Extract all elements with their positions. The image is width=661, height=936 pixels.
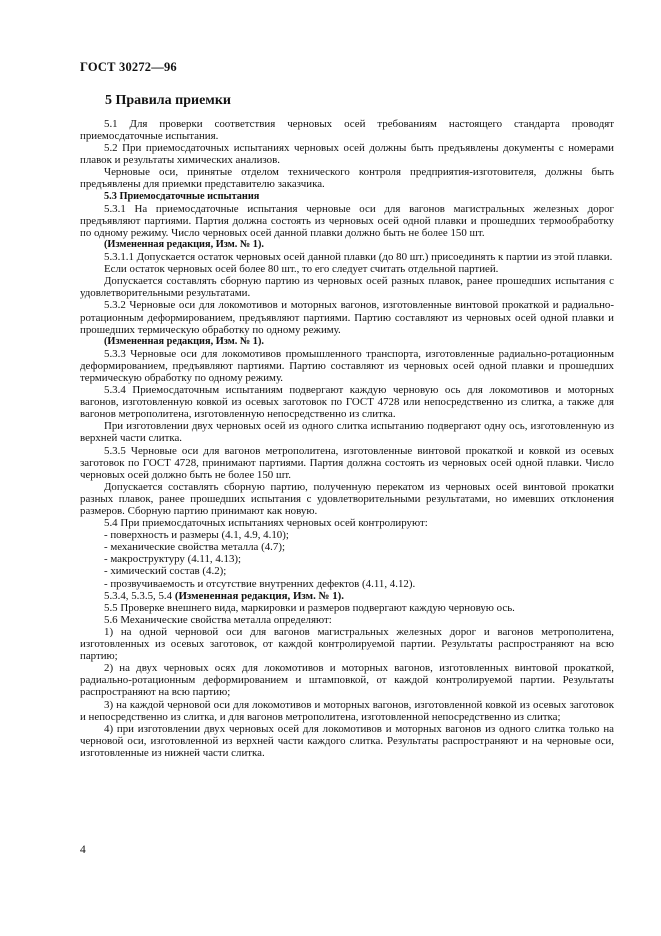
amendment-line <box>80 590 614 602</box>
paragraph-5-3-2: 5.3.2 Черновые оси для локомотивов и моторных вагонов, изготовленные винтовой прокаткой и радиально-ротационным деформированием, предъявляют партиями. Партию составляют из черновых осей одной плавки и прошедших термическую обработку по одному режиму. <box>80 299 614 336</box>
list-item: - прозвучиваемость и отсутствие внутренних дефектов (4.11, 4.12). <box>104 577 416 590</box>
paragraph-acceptance: Черновые оси, принятые отделом технического контроля предприятия-изготовителя, должны быть предъявлены для приемки представителю заказчика. <box>80 166 614 191</box>
section-title: 5 Правила приемки <box>105 93 231 108</box>
paragraph-5-3-1: 5.3.1 На приемосдаточные испытания черновые оси для вагонов магистральных железных дорог предъявляют партиями. Партия должна состоять из черновых осей одной плавки и прошедших термообработку по одному режиму. Число черновых осей данной плавки должно быть не более 150 шт. <box>80 202 614 239</box>
paragraph-5-3-1-1: 5.3.1.1 Допускается остаток черновых осей данной плавки (до 80 шт.) присоединять к партии из этой плавки. <box>104 251 613 264</box>
paragraph-5-3-4: 5.3.4 Приемосдаточным испытаниям подвергают каждую черновую ось для локомотивов и моторных вагонов, изготовленную ковкой из осевых заготовок по ГОСТ 4728 или непосредственно из слитка, а также для вагонов метрополитена, изготовленную непосредственно из слитка. <box>80 384 614 421</box>
paragraph-5-3-5: 5.3.5 Черновые оси для вагонов метрополитена, изготовленные винтовой прокаткой и ковкой из осевых заготовок по ГОСТ 4728, принимают партиями. Партия должна состоять из черновых осей одной плавки. Число черновых осей должно быть не более 150 шт. <box>80 444 614 481</box>
paragraph-5-6-item-1: 1) на одной черновой оси для вагонов магистральных железных дорог и вагонов метрополитена, изготовленных из осевых заготовок, от каждой контролируемой партии. Результаты распространяют на всю партию; <box>80 625 614 663</box>
paragraph-combined-batch: Допускается составлять сборную партию из черновых осей разных плавок, ранее прошедших испытания с удовлетворительными результатами. <box>80 275 614 300</box>
paragraph-5-6-item-2: 2) на двух черновых осях для локомотивов и моторных вагонов, изготовленных винтовой прокаткой, радиально-ротационным деформированием и штамповкой, от каждой контролируемой партии. Результаты распространяют на всю партию; <box>80 662 614 699</box>
paragraph-5-3-3: 5.3.3 Черновые оси для локомотивов промышленного транспорта, изготовленные радиально-ротационным деформированием, предъявляют партиями. Партию составляют из черновых осей одной плавки и прошедших термическую обработку по одному режиму. <box>80 347 614 384</box>
amendment-note: (Измененная редакция, Изм. № 1). <box>104 335 264 347</box>
page-number: 4 <box>80 844 86 856</box>
paragraph-5-2: 5.2 При приемосдаточных испытаниях черновых осей должны быть предъявлены документы с номерами плавок и результаты химических анализов. <box>80 142 614 167</box>
subsection-heading-5-3: 5.3 Приемосдаточные испытания <box>104 190 260 202</box>
paragraph-5-6-item-3: 3) на каждой черновой оси для локомотивов и моторных вагонов, изготовленной ковкой из осевых заготовок и непосредственно из слитка, и для вагонов метрополитена, изготовленной непосредственно из слитка; <box>80 698 614 723</box>
list-item: - механические свойства металла (4.7); <box>104 541 286 554</box>
paragraph-remainder: Если остаток черновых осей более 80 шт., то его следует считать отдельной партией. <box>104 263 499 276</box>
amendment-note: (Измененная редакция, Изм. № 1). <box>174 589 344 602</box>
document-header-code: ГОСТ 30272—96 <box>80 60 177 74</box>
paragraph-5-5: 5.5 Проверке внешнего вида, маркировки и размеров подвергают каждую черновую ось. <box>104 601 515 614</box>
paragraph-5-6: 5.6 Механические свойства металла определяют: <box>104 613 332 626</box>
amendment-clauses: 5.3.4, 5.3.5, 5.4 <box>104 589 173 602</box>
paragraph-5-1: 5.1 Для проверки соответствия черновых осей требованиям настоящего стандарта проводят приемосдаточные испытания. <box>80 118 614 143</box>
list-item: - химический состав (4.2); <box>104 565 227 578</box>
list-item: - поверхность и размеры (4.1, 4.9, 4.10); <box>104 529 289 542</box>
document-body <box>80 118 614 759</box>
paragraph-5-4: 5.4 При приемосдаточных испытаниях черновых осей контролируют: <box>104 517 428 530</box>
paragraph-5-6-item-4: 4) при изготовлении двух черновых осей для локомотивов и моторных вагонов из одного слитка только на черновой оси, изготовленной из верхней части каждого слитка. Результаты распространяют и на черновые оси, изготовленные из нижней части слитка. <box>80 722 614 759</box>
paragraph-combined-rerolled: Допускается составлять сборную партию, полученную перекатом из черновых осей винтовой прокатки разных плавок, ранее прошедших испытания с удовлетворительными результатами, но имевших отклонения размеров. Сборную партию принимают как новую. <box>80 480 614 517</box>
amendment-note: (Измененная редакция, Изм. № 1). <box>104 238 264 250</box>
paragraph-two-axles: При изготовлении двух черновых осей из одного слитка испытанию подвергают одну ось, изготовленную из верхней части слитка. <box>80 420 614 445</box>
list-item: - макроструктуру (4.11, 4.13); <box>104 553 242 566</box>
